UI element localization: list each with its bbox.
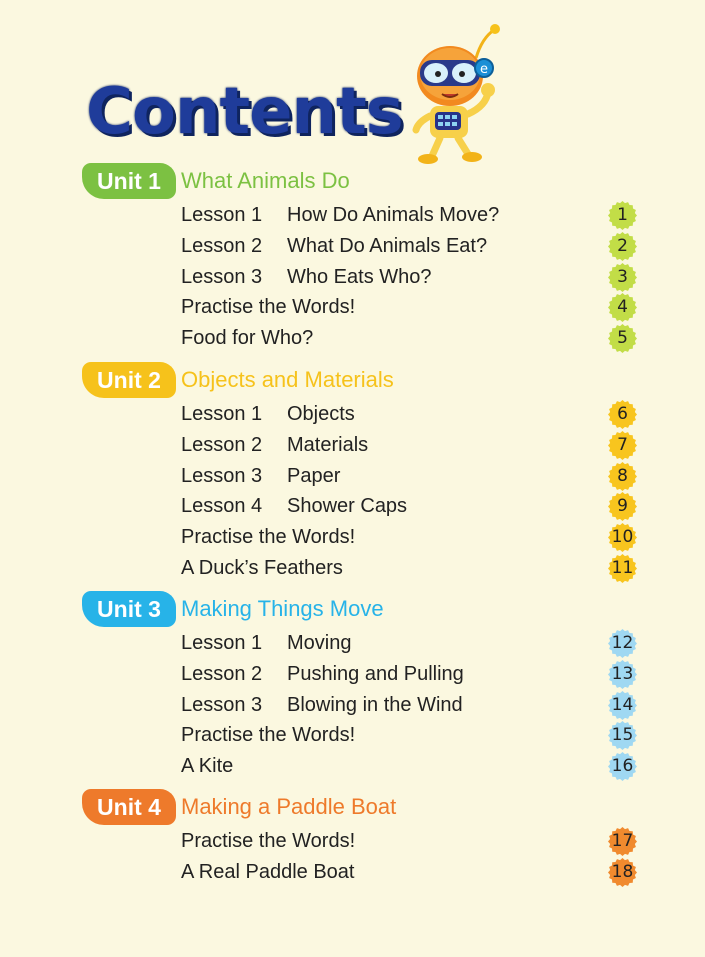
entry-title: Shower Caps xyxy=(287,495,408,518)
toc-entry-label xyxy=(181,262,432,293)
lesson-number: Lesson 3 xyxy=(181,693,263,716)
toc-entry[interactable] xyxy=(0,430,705,461)
lesson-number: Lesson 1 xyxy=(181,403,263,425)
entry-title: Blowing in the Wind xyxy=(287,693,463,716)
lesson-number: Lesson 2 xyxy=(181,234,263,257)
toc-entry-label xyxy=(181,857,354,888)
toc-entry[interactable] xyxy=(0,690,705,721)
page-number: 12 xyxy=(611,633,634,653)
entry-title: What Do Animals Eat? xyxy=(287,234,488,257)
toc-entry-label xyxy=(181,690,463,721)
entry-title: Who Eats Who? xyxy=(287,265,432,288)
toc-entry-label xyxy=(181,720,355,751)
page-number-badge xyxy=(608,691,637,720)
entry-title: Practise the Words! xyxy=(181,296,356,319)
entry-title: Pushing and Pulling xyxy=(287,662,464,685)
unit-header xyxy=(0,362,705,402)
page-number-badge xyxy=(608,752,637,781)
lesson-number: Lesson 3 xyxy=(181,265,263,288)
entry-title: Food for Who? xyxy=(181,327,314,350)
toc-entry[interactable] xyxy=(0,231,705,262)
entry-title: Materials xyxy=(287,433,369,456)
unit-title: Making Things Move xyxy=(181,596,384,621)
lesson-number: Lesson 3 xyxy=(181,464,263,487)
page-number: 5 xyxy=(617,328,628,349)
unit-title: What Animals Do xyxy=(181,168,350,193)
entry-title: Moving xyxy=(287,632,352,654)
page-number-badge xyxy=(608,232,637,261)
toc-entry[interactable] xyxy=(0,491,705,522)
toc-entry-label xyxy=(181,522,355,553)
page-number-badge xyxy=(608,431,637,460)
page-number: 1 xyxy=(617,205,628,225)
toc-entry-label xyxy=(181,430,368,461)
entry-title: Practise the Words! xyxy=(181,526,356,549)
toc-entry[interactable] xyxy=(0,826,705,857)
page-number: 8 xyxy=(617,465,628,486)
page-number-badge xyxy=(608,827,637,856)
page-number: 10 xyxy=(611,527,634,548)
toc-entry[interactable] xyxy=(0,399,705,430)
toc-entry-label xyxy=(181,292,355,323)
unit-header xyxy=(0,591,705,631)
robot-mascot-icon xyxy=(398,18,506,166)
page-number: 16 xyxy=(611,756,634,777)
page-number-badge xyxy=(608,492,637,521)
toc-entry-label xyxy=(181,323,313,354)
unit-header xyxy=(0,789,705,829)
entry-title: Practise the Words! xyxy=(181,724,356,747)
page-number-badge xyxy=(608,324,637,353)
entry-title: Practise the Words! xyxy=(181,830,356,852)
unit-tag: Unit 2 xyxy=(82,362,176,398)
toc-entry[interactable] xyxy=(0,553,705,584)
entry-title: Paper xyxy=(287,464,341,487)
page-number: 11 xyxy=(611,558,634,578)
unit-title: Making a Paddle Boat xyxy=(181,794,397,819)
page-number: 18 xyxy=(611,861,634,882)
lesson-number: Lesson 2 xyxy=(181,662,263,685)
toc-entry-label xyxy=(181,200,499,231)
page-number-badge xyxy=(608,858,637,887)
toc-entry[interactable] xyxy=(0,323,705,354)
page-number: 2 xyxy=(617,235,628,256)
toc-entry-label xyxy=(181,826,355,857)
page-number: 9 xyxy=(617,496,628,517)
toc-entry-label xyxy=(181,491,407,522)
toc-entry[interactable] xyxy=(0,857,705,888)
unit-tag: Unit 3 xyxy=(82,591,176,627)
toc-entry[interactable] xyxy=(0,522,705,553)
page-number: 14 xyxy=(611,694,634,715)
page-number-badge xyxy=(608,660,637,689)
toc-entry-label xyxy=(181,461,340,492)
page-number-badge xyxy=(608,721,637,750)
page-number: 15 xyxy=(611,725,634,746)
toc-entry-label xyxy=(181,628,351,659)
page-number-badge xyxy=(608,523,637,552)
page-number: 3 xyxy=(617,266,628,287)
toc-entry[interactable] xyxy=(0,628,705,659)
toc-entry[interactable] xyxy=(0,292,705,323)
lesson-number: Lesson 4 xyxy=(181,495,263,518)
page-number-badge xyxy=(608,293,637,322)
page-number: 4 xyxy=(617,297,628,318)
lesson-number: Lesson 2 xyxy=(181,433,263,456)
toc-entry[interactable] xyxy=(0,200,705,231)
unit-header xyxy=(0,163,705,203)
toc-entry-label xyxy=(181,553,343,584)
lesson-number: Lesson 1 xyxy=(181,632,263,654)
toc-entry-label xyxy=(181,751,233,782)
svg-text:e: e xyxy=(480,62,488,77)
page-number: 13 xyxy=(611,663,634,684)
page-number: 17 xyxy=(611,831,634,851)
toc-entry-label xyxy=(181,231,487,262)
entry-title: How Do Animals Move? xyxy=(287,204,500,226)
entry-title: Objects xyxy=(287,403,355,425)
entry-title: A Real Paddle Boat xyxy=(181,860,355,883)
unit-tag: Unit 4 xyxy=(82,789,176,825)
entry-title: A Kite xyxy=(181,755,234,778)
page-number-badge xyxy=(608,201,637,230)
page-number-badge xyxy=(608,400,637,429)
page-number-badge xyxy=(608,629,637,658)
toc-entry[interactable] xyxy=(0,659,705,690)
toc-entry[interactable] xyxy=(0,262,705,293)
toc-entry[interactable] xyxy=(0,461,705,492)
page-number: 7 xyxy=(617,434,628,455)
toc-entry[interactable] xyxy=(0,720,705,751)
entry-title: A Duck’s Feathers xyxy=(181,557,343,579)
unit-title: Objects and Materials xyxy=(181,367,394,392)
page-number-badge xyxy=(608,462,637,491)
page-number: 6 xyxy=(617,404,628,424)
toc-entry[interactable] xyxy=(0,751,705,782)
page-number-badge xyxy=(608,554,637,583)
toc-entry-label xyxy=(181,659,464,690)
lesson-number: Lesson 1 xyxy=(181,204,263,226)
page-number-badge xyxy=(608,263,637,292)
unit-tag: Unit 1 xyxy=(82,163,176,199)
page-title: Contents xyxy=(86,75,403,149)
toc-entry-label xyxy=(181,399,355,430)
